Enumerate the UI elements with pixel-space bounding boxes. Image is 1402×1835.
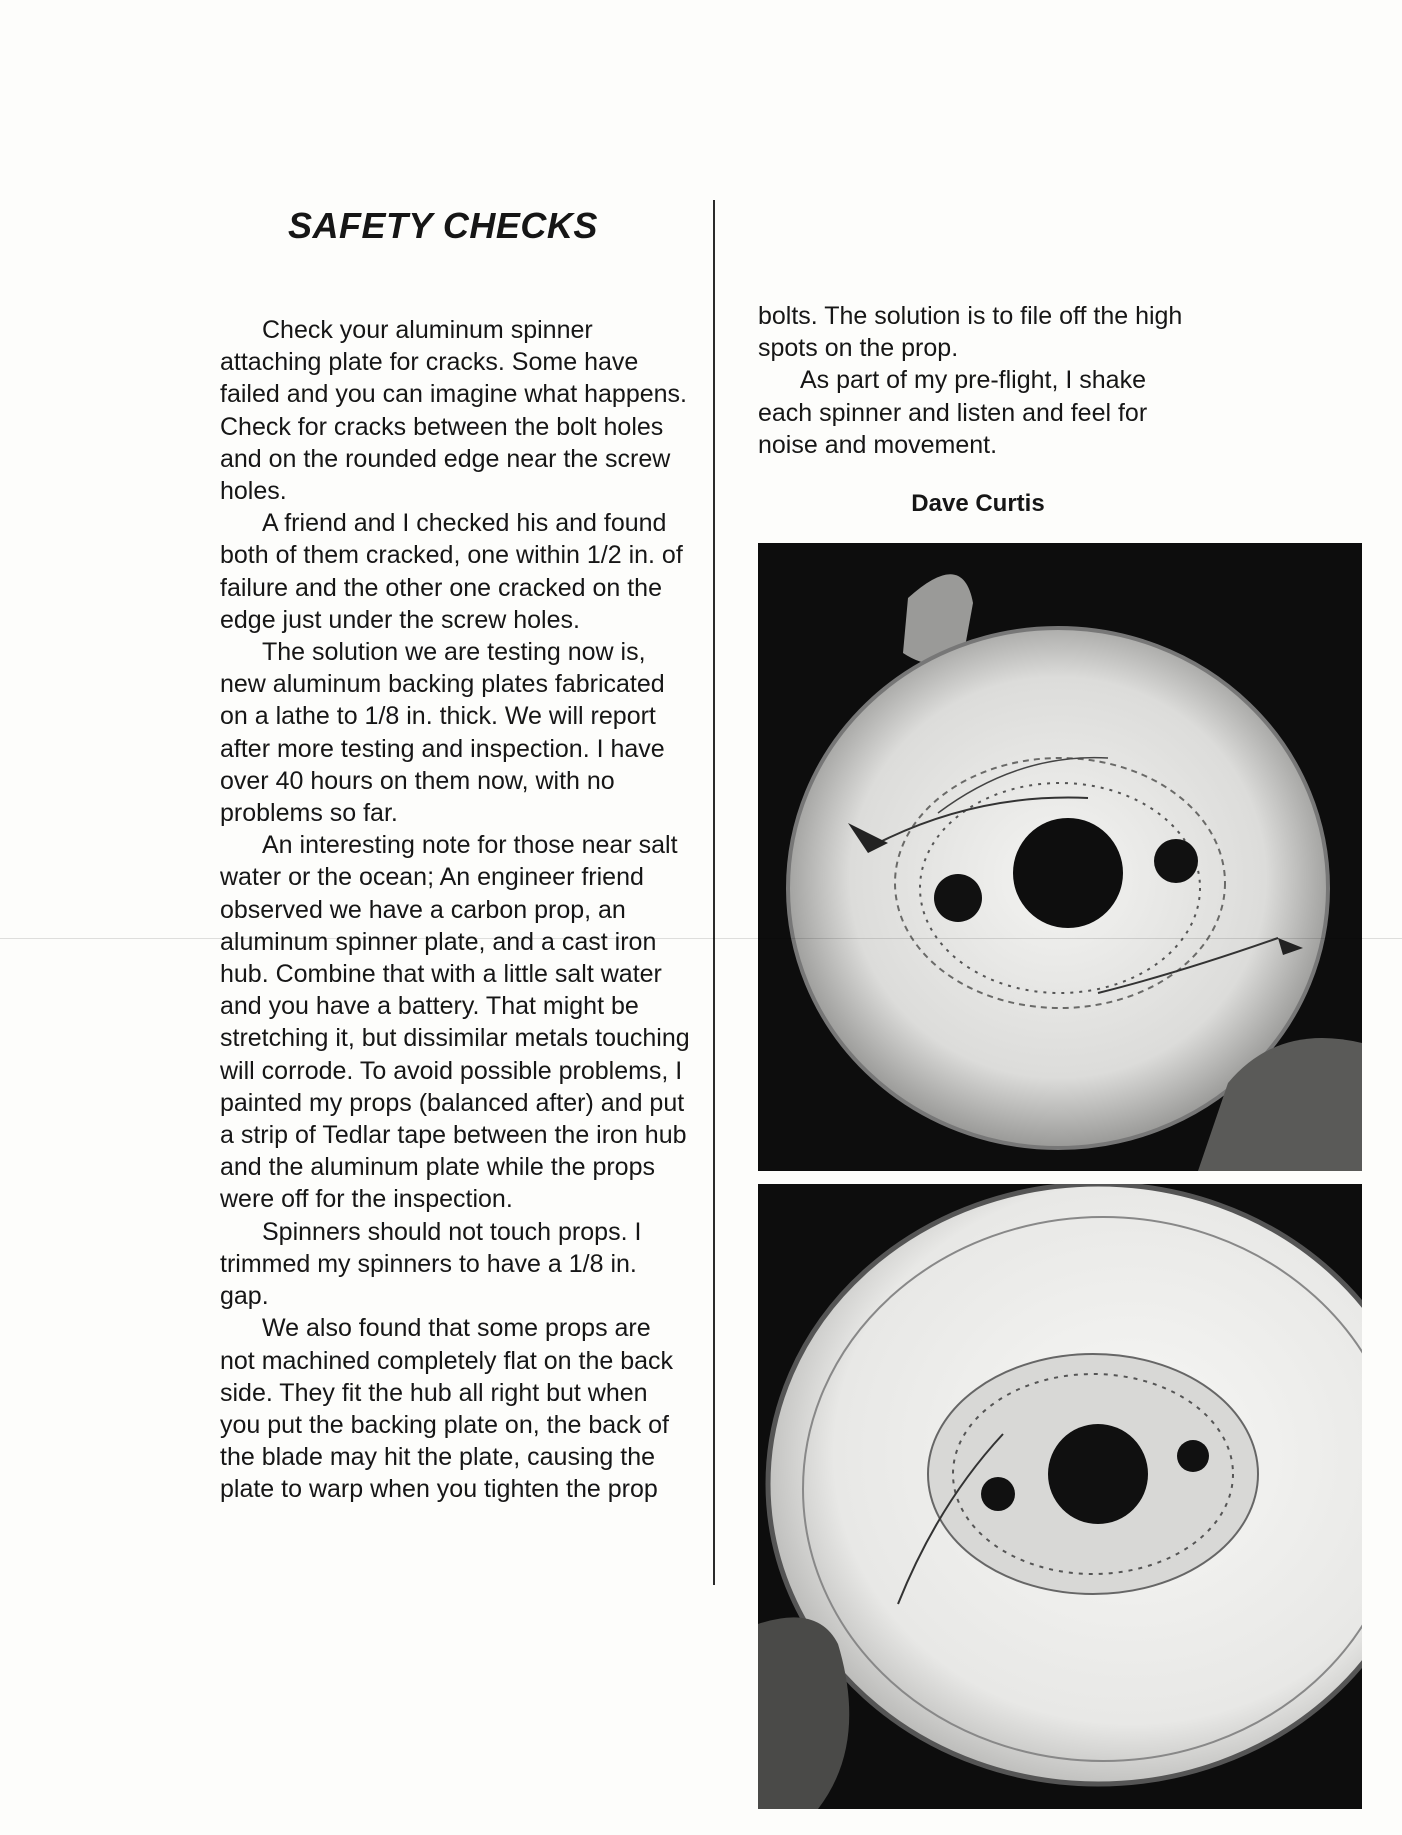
paragraph: Check your aluminum spinner attaching plate for cracks. Some have failed and you can imagine what happens. Check for cracks between the bolt holes and on the rounded edge near the screw holes. — [220, 316, 687, 506]
cracked-spinner-plate-photo — [758, 543, 1362, 1171]
paragraph: We also found that some props are not machined completely flat on the back side. They fit the hub all right but when you put the backing plate on, the back of the blade may hit the plate, causing the plate to warp when you tighten the prop — [220, 1314, 674, 1504]
paragraph: As part of my pre-flight, I shake each spinner and listen and feel for noise and movement. — [758, 366, 1148, 459]
article-title: SAFETY CHECKS — [288, 205, 598, 246]
paper-fold-line — [0, 938, 1402, 939]
author-byline: Dave Curtis — [911, 490, 1045, 517]
paragraph: bolts. The solution is to file off the high spots on the prop. — [758, 302, 1183, 363]
paragraph: Spinners should not touch props. I trimmed my spinners to have a 1/8 in. gap. — [220, 1217, 642, 1311]
left-column — [220, 314, 690, 1506]
right-column — [758, 300, 1198, 461]
spinner-plate-detail-photo — [758, 1184, 1362, 1809]
paragraph: A friend and I checked his and found both of them cracked, one within 1/2 in. of failure and the other one cracked on the edge just under the screw holes. — [220, 509, 683, 634]
paragraph: An interesting note for those near salt water or the ocean; An engineer friend observed we have a carbon prop, an aluminum spinner plate, and a cast iron hub. Combine that with a little salt water and you have a battery. That might be stretching it, but dissimilar metals touching will corrode. To avoid possible problems, I painted my props (balanced after) and put a strip of Tedlar tape between the iron hub and the aluminum plate while the props were off for the inspection. — [220, 831, 690, 1214]
paragraph: The solution we are testing now is, new aluminum backing plates fabricated on a lathe to 1/8 in. thick. We will report after more testing and inspection. I have over 40 hours on them now, with no problems so far. — [220, 638, 665, 828]
column-divider — [713, 200, 715, 1585]
